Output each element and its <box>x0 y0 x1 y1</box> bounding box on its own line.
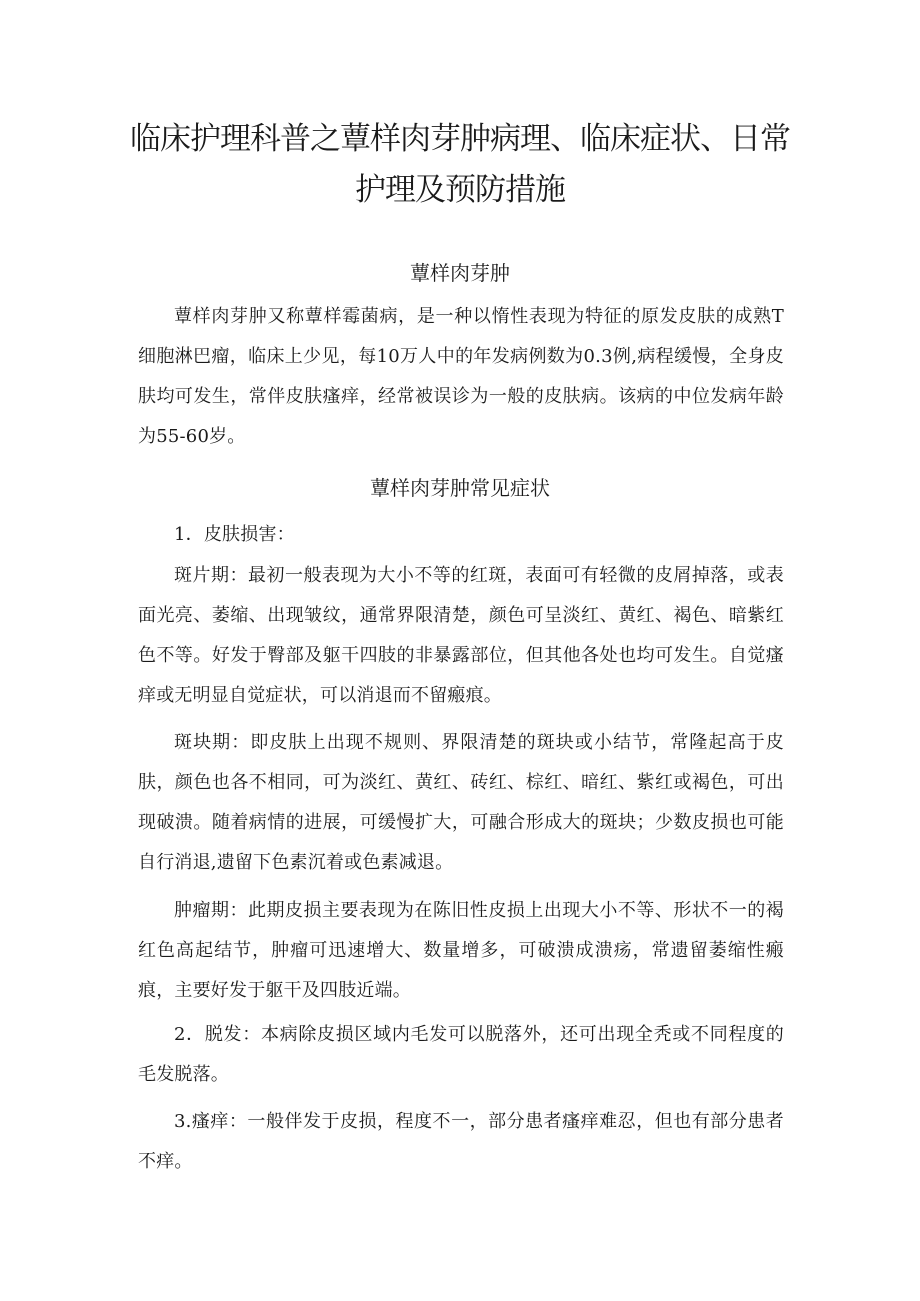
symptom-item-itching: 3.瘙痒：一般伴发于皮损，程度不一，部分患者瘙痒难忍，但也有部分患者不痒。 <box>138 1111 784 1172</box>
symptom-item-hair-loss: 2．脱发：本病除皮损区域内毛发可以脱落外，还可出现全秃或不同程度的毛发脱落。 <box>138 1024 784 1085</box>
section-heading-symptoms: 蕈样肉芽肿常见症状 <box>370 476 550 500</box>
document-title: 临床护理科普之蕈样肉芽肿病理、临床症状、日常护理及预防措施 <box>130 121 790 208</box>
intro-paragraph: 蕈样肉芽肿又称蕈样霉菌病，是一种以惰性表现为特征的原发皮肤的成熟T细胞淋巴瘤，临床上少见，每10万人中的年发病例数为0.3例,病程缓慢，全身皮肤均可发生，常伴皮肤瘙痒，经常被误诊为一般的皮肤病。该病的中位发病年龄为55-60岁。 <box>138 306 784 447</box>
plaque-stage-paragraph: 斑块期：即皮肤上出现不规则、界限清楚的斑块或小结节，常隆起高于皮肤，颜色也各不相同，可为淡红、黄红、砖红、棕红、暗红、紫红或褐色，可出现破溃。随着病情的进展，可缓慢扩大，可融合形成大的斑块；少数皮损也可能自行消退,遗留下色素沉着或色素减退。 <box>138 732 784 873</box>
patch-stage-paragraph: 斑片期：最初一般表现为大小不等的红斑，表面可有轻微的皮屑掉落，或表面光亮、萎缩、出现皱纹，通常界限清楚，颜色可呈淡红、黄红、褐色、暗紫红色不等。好发于臀部及躯干四肢的非暴露部位，但其他各处也均可发生。自觉瘙痒或无明显自觉症状，可以消退而不留瘢痕。 <box>138 565 784 706</box>
symptom-item-skin-lesion: 1．皮肤损害： <box>174 524 295 545</box>
section-heading-intro: 蕈样肉芽肿 <box>410 261 510 285</box>
tumor-stage-paragraph: 肿瘤期：此期皮损主要表现为在陈旧性皮损上出现大小不等、形状不一的褐红色高起结节，肿瘤可迅速增大、数量增多，可破溃成溃疡，常遗留萎缩性瘢痕，主要好发于躯干及四肢近端。 <box>138 900 784 1001</box>
